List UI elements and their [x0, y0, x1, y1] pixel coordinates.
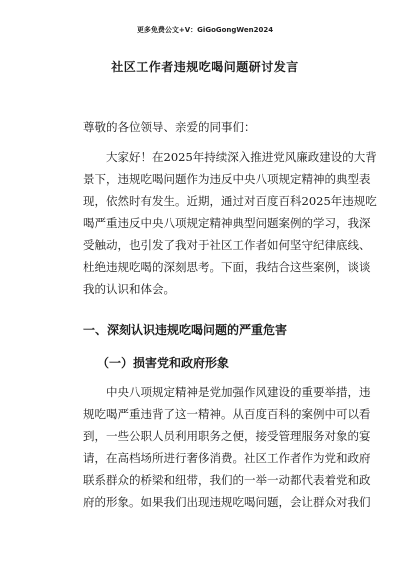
paragraph-line: 府的形象。如果我们出现违规吃喝问题，会让群众对我们: [83, 495, 371, 509]
paragraph-line: 受触动，也引发了我对于社区工作者如何坚守纪律底线、: [83, 238, 371, 252]
paragraph-line: 我的认识和体会。: [83, 282, 175, 296]
paragraph-line: 喝严重违反中央八项规定精神典型问题案例的学习，我深: [83, 216, 371, 230]
salutation: 尊敬的各位领导、亲爱的同事们：: [83, 120, 256, 134]
paragraph-line: 景下，违规吃喝问题作为违反中央八项规定精神的典型表: [83, 172, 371, 186]
paragraph-line: 联系群众的桥梁和纽带，我们的一举一动都代表着党和政: [83, 473, 371, 487]
body-paragraph-1: [83, 146, 377, 300]
paragraph-line: 请，在高档场所进行奢侈消费。社区工作者作为党和政府: [83, 451, 371, 465]
paragraph-line: 到，一些公职人员利用职务之便，接受管理服务对象的宴: [83, 429, 371, 443]
paragraph-line: 规吃喝严重违背了这一精神。从百度百科的案例中可以看: [83, 407, 371, 421]
body-paragraph-2: [83, 381, 371, 513]
subsection-heading-1: （一）损害党和政府形象: [97, 356, 230, 370]
page-header: 更多免费公文+V：GiGoGongWen2024: [136, 26, 274, 34]
section-heading-1: 一、深刻认识违规吃喝问题的严重危害: [83, 323, 288, 337]
paragraph-line: 杜绝违规吃喝的深刻思考。下面，我结合这些案例，谈谈: [83, 260, 371, 274]
document-title: 社区工作者违规吃喝问题研讨发言: [111, 60, 299, 74]
paragraph-line: 大家好！在2025年持续深入推进党风廉政建设的大背: [83, 150, 377, 164]
paragraph-line: 中央八项规定精神是党加强作风建设的重要举措，违: [83, 385, 371, 399]
paragraph-line: 现，依然时有发生。近期，通过对百度百科2025年违规吃: [83, 194, 377, 208]
